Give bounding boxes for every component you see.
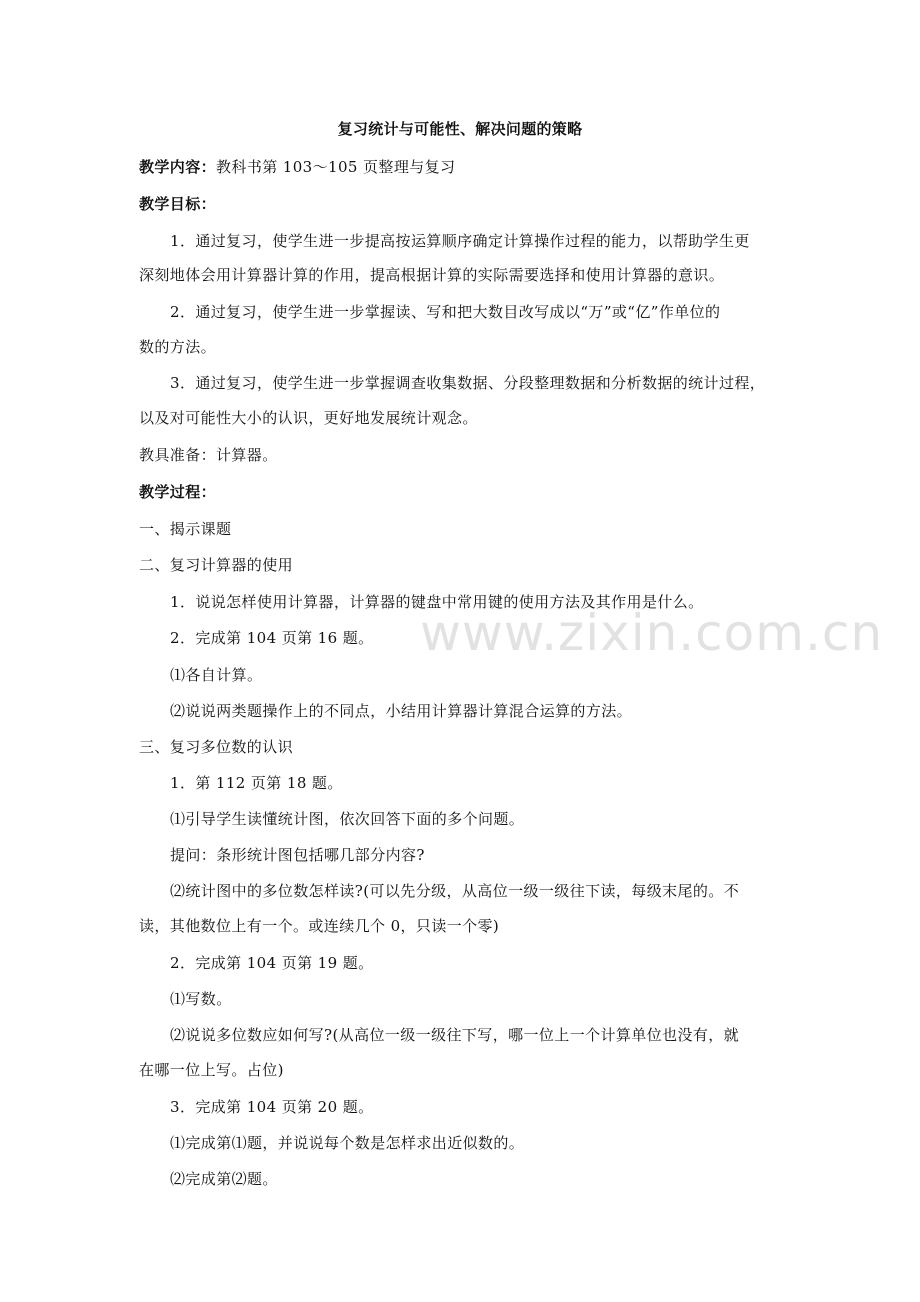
section-3-step-3a: ⑴完成第⑴题，并说说每个数是怎样求出近似数的。 bbox=[170, 1134, 525, 1152]
section-3-step-3b: ⑵完成第⑵题。 bbox=[170, 1170, 278, 1188]
section-3-step-1b-line-2: 读，其他数位上有一个。或连续几个 0，只读一个零) bbox=[139, 917, 500, 935]
teaching-content-text: 教科书第 103～105 页整理与复习 bbox=[216, 158, 456, 176]
section-2-step-2a: ⑴各自计算。 bbox=[170, 666, 263, 684]
section-3-step-2b-line-2: 在哪一位上写。占位) bbox=[139, 1061, 284, 1079]
section-3-step-3: 3．完成第 104 页第 20 题。 bbox=[170, 1098, 374, 1116]
section-3-step-1: 1．第 112 页第 18 题。 bbox=[170, 774, 343, 792]
section-3-step-2b-line-1: ⑵说说多位数应如何写?(从高位一级一级往下写，哪一位上一个计算单位也没有，就 bbox=[170, 1026, 740, 1044]
objective-2-line-2: 数的方法。 bbox=[139, 338, 217, 356]
document-title: 复习统计与可能性、解决问题的策略 bbox=[337, 120, 583, 138]
objective-3-line-2: 以及对可能性大小的认识，更好地发展统计观念。 bbox=[139, 409, 478, 427]
teaching-content-line bbox=[139, 157, 789, 177]
section-2-step-2: 2．完成第 104 页第 16 题。 bbox=[170, 629, 374, 647]
section-3-heading: 三、复习多位数的认识 bbox=[139, 738, 294, 756]
objective-2-line-1: 2．通过复习，使学生进一步掌握读、写和把大数目改写成以“万”或“亿”作单位的 bbox=[170, 303, 721, 321]
section-3-step-1a: ⑴引导学生读懂统计图，依次回答下面的多个问题。 bbox=[170, 810, 525, 828]
teaching-content-label: 教学内容： bbox=[139, 158, 217, 176]
section-1-heading: 一、揭示课题 bbox=[139, 520, 232, 538]
section-3-step-1b-line-1: ⑵统计图中的多位数怎样读?(可以先分级，从高位一级一级往下读，每级末尾的。不 bbox=[170, 882, 740, 900]
teaching-prep: 教具准备：计算器。 bbox=[139, 446, 278, 464]
section-3-question: 提问：条形统计图包括哪几部分内容? bbox=[170, 846, 425, 864]
objective-3-line-1: 3．通过复习，使学生进一步掌握调查收集数据、分段整理数据和分析数据的统计过程， bbox=[170, 374, 766, 392]
objective-1-line-2: 深刻地体会用计算器计算的作用，提高根据计算的实际需要选择和使用计算器的意识。 bbox=[139, 266, 725, 284]
section-2-heading: 二、复习计算器的使用 bbox=[139, 556, 294, 574]
section-3-step-2a: ⑴写数。 bbox=[170, 990, 232, 1008]
section-2-step-2b: ⑵说说两类题操作上的不同点，小结用计算器计算混合运算的方法。 bbox=[170, 702, 633, 720]
watermark: www.zixin.com.cn bbox=[420, 604, 884, 662]
process-heading: 教学过程： bbox=[139, 483, 217, 501]
section-3-step-2: 2．完成第 104 页第 19 题。 bbox=[170, 954, 374, 972]
objective-1-line-1: 1．通过复习，使学生进一步提高按运算顺序确定计算操作过程的能力，以帮助学生更 bbox=[170, 232, 750, 250]
section-2-step-1: 1．说说怎样使用计算器，计算器的键盘中常用键的使用方法及其作用是什么。 bbox=[170, 593, 704, 611]
objectives-heading: 教学目标： bbox=[139, 195, 217, 213]
